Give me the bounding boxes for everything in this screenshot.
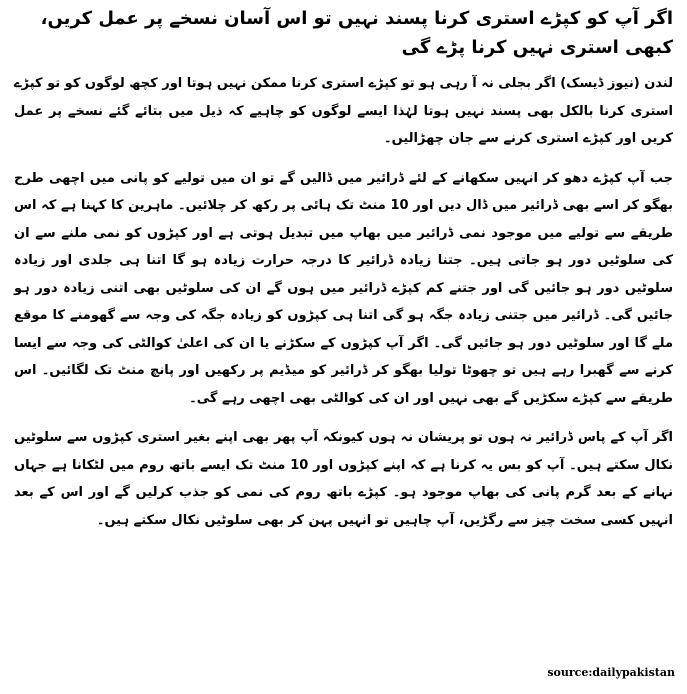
article-paragraph-bathroom-method: اگر آپ کے پاس ڈرائیر نہ ہوں تو پریشان نہ ہوں کیونکہ آپ پھر بھی اپنے بغیر استری کپڑوں سے سلوٹیں نکال سکتے ہیں۔ آپ کو بس یہ کرنا ہے کہ اپنے کپڑوں اور 10 منٹ تک ایسے باتھ روم میں لٹکانا ہے جہاں نہانے کے بعد گرم پانی کی بھاپ موجود ہو۔ کپڑے باتھ روم کی نمی کو جذب کرلیں گے اور اس کے بعد انہیں کسی سخت چیز سے رگڑیں، آپ چاہیں تو انہیں پہن کر بھی سلوٹیں نکال سکتے ہیں۔ <box>14 430 674 528</box>
article-headline: اگر آپ کو کپڑے استری کرنا پسند نہیں تو اس آسان نسخے پر عمل کریں، کبھی استری نہیں کرنا پڑے گی <box>40 8 673 58</box>
article-paragraph-dryer-method: جب آپ کپڑے دھو کر انہیں سکھانے کے لئے ڈرائیر میں ڈالیں گے تو ان میں تولیے کو پانی میں اچھی طرح بھگو کر اسے بھی ڈرائیر میں ڈال دیں اور 10 منٹ تک ہائی پر رکھ کر چلائیں۔ ماہرین کا کہنا ہے کہ اس طریقے سے تولیے میں موجود نمی ڈرائیر میں بھاپ میں تبدیل ہوتی ہے اور کپڑوں کو نمی ملنے سے ان کی سلوٹیں دور ہو جاتی ہیں۔ جتنا زیادہ ڈرائیر کا درجہ حرارت زیادہ ہو گا اتنا ہی جلدی اور زیادہ سلوٹیں دور ہو جائیں گی اور جتنے کم کپڑے ڈرائیر میں ہوں گے ان کی سلوٹیں بھی اتنی زیادہ دور ہو جائیں گی۔ ڈرائیر میں جتنی زیادہ جگہ ہو گی اتنا ہی کپڑوں کو زیادہ جگہ کی وجہ سے گھومنے کا موقع ملے گا اور سلوٹیں دور ہو جائیں گی۔ اگر آپ کپڑوں کے سکڑنے یا ان کی اعلیٰ کوالٹی کی وجہ سے ایسا کرنے سے گھبرا رہے ہیں تو چھوٹا تولیا بھگو کر ڈرائیر کو میڈیم پر رکھیں اور پانچ منٹ تک لگائیں۔ اس طریقے سے کپڑے سکڑیں گے بھی نہیں اور ان کی کوالٹی بھی اچھی رہے گی۔ <box>14 170 673 406</box>
source-credit: source:dailypakistan <box>547 666 675 679</box>
article-lead-paragraph: لندن (نیوز ڈیسک) اگر بجلی نہ آ رہی ہو تو کپڑے استری کرنا ممکن نہیں ہوتا اور کچھ لوگوں کو تو کپڑے استری کرنا بالکل بھی پسند نہیں ہوتا لہٰذا ایسے لوگوں کو چاہیے کہ ذیل میں بتائے گئے نسخے پر عمل کریں اور کپڑے استری کرنے سے جان چھڑالیں۔ <box>14 76 673 146</box>
